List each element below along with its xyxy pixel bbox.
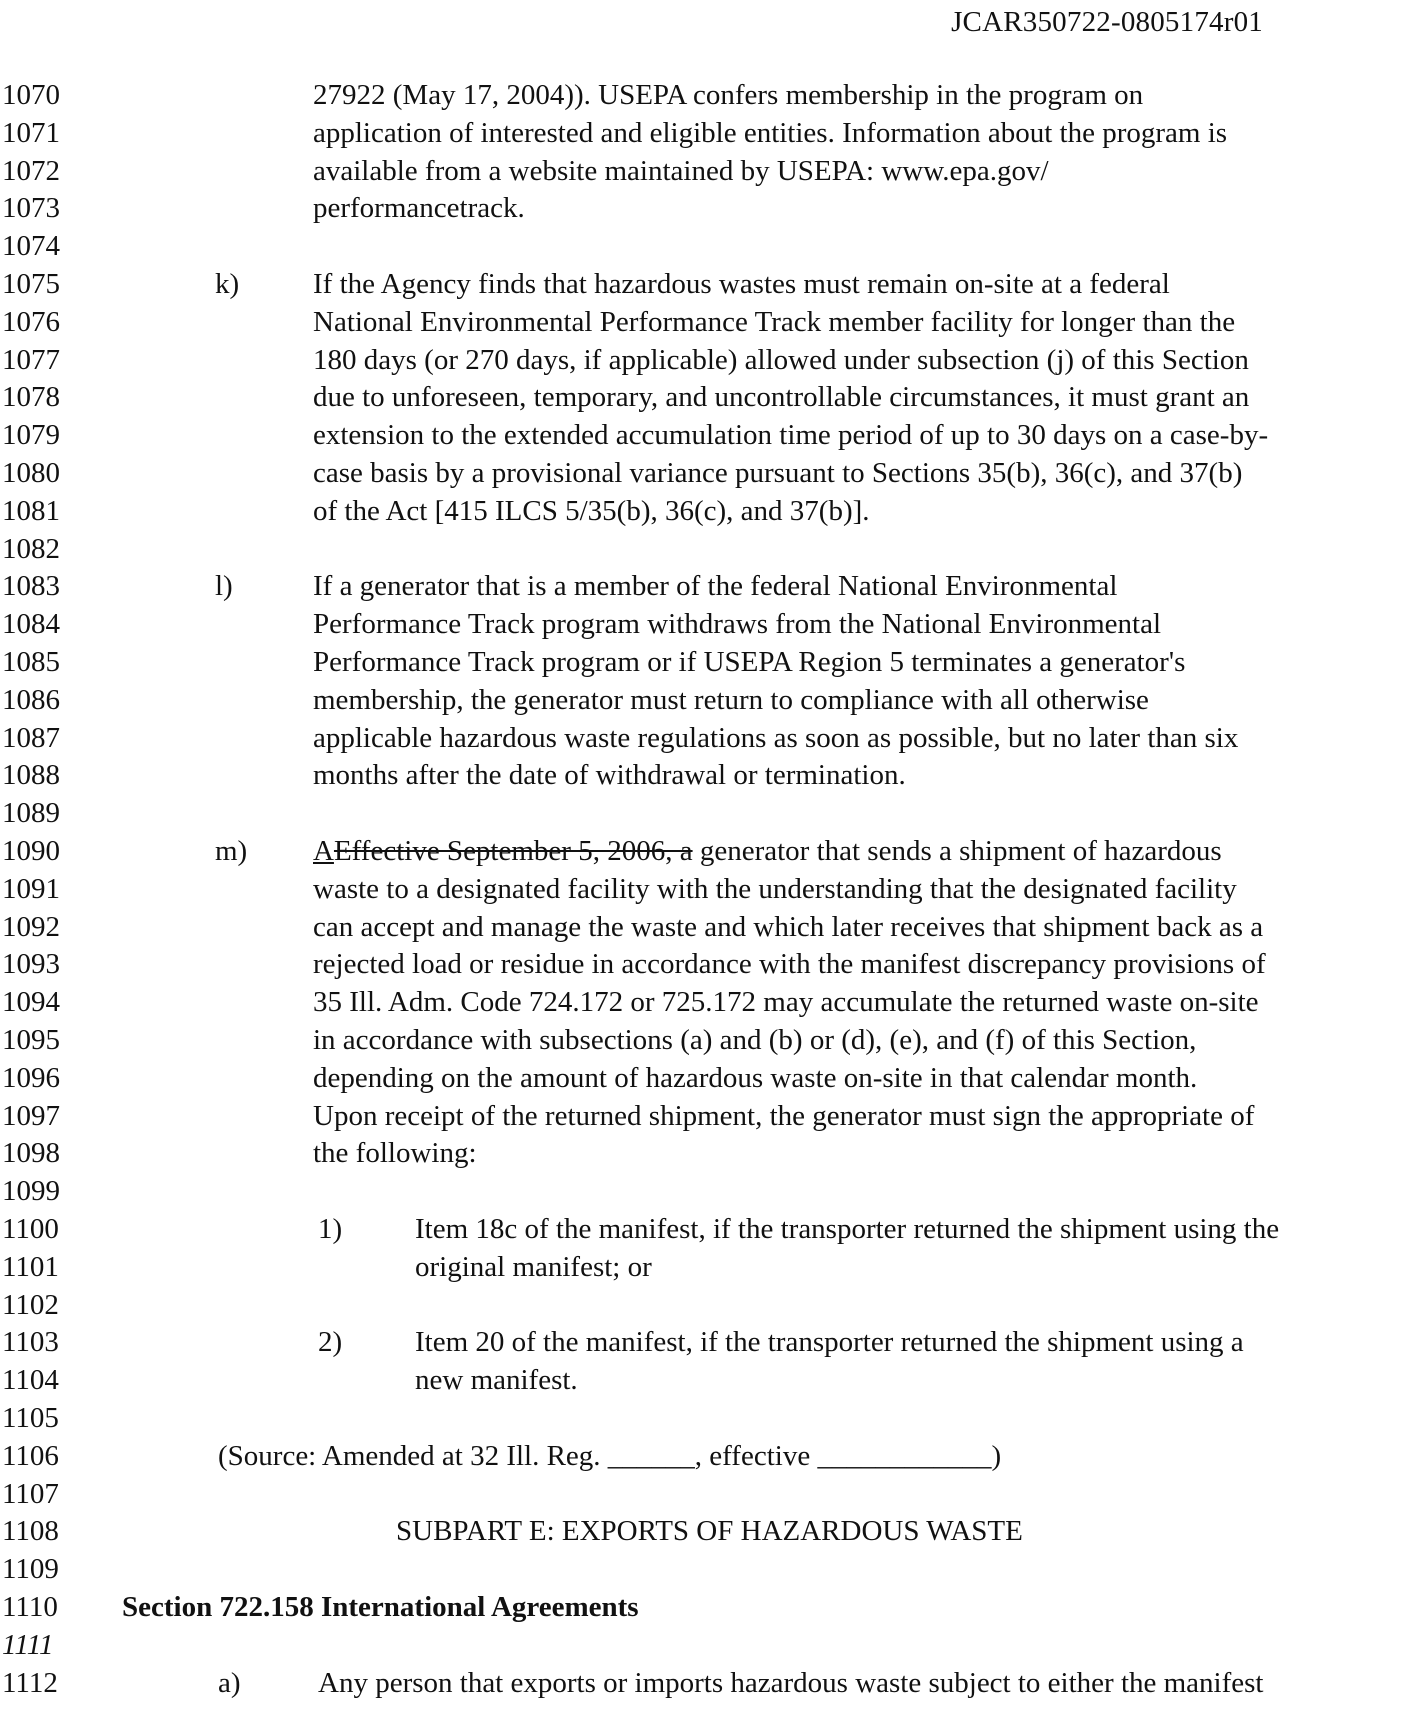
line-text: 35 Ill. Adm. Code 724.172 or 725.172 may accumulate the returned waste on-site bbox=[313, 986, 1259, 1019]
line-number: 1103 bbox=[2, 1326, 59, 1359]
line-text: in accordance with subsections (a) and (b) or (d), (e), and (f) of this Section, bbox=[313, 1024, 1197, 1056]
line-number: 1099 bbox=[2, 1175, 60, 1208]
section-heading: Section 722.158 International Agreements bbox=[122, 1591, 639, 1623]
line-text bbox=[313, 832, 1222, 870]
subsection-label: 1) bbox=[318, 1213, 343, 1245]
line-number: 1089 bbox=[2, 797, 60, 830]
line-number: 1085 bbox=[2, 646, 60, 678]
line-number: 1078 bbox=[2, 381, 60, 414]
line-text: applicable hazardous waste regulations as soon as possible, but no later than six bbox=[313, 721, 1239, 754]
line-text: If a generator that is a member of the federal National Environmental bbox=[313, 570, 1118, 603]
line-number: 1094 bbox=[2, 986, 60, 1019]
line-number: 1112 bbox=[2, 1666, 58, 1699]
line-number: 1081 bbox=[2, 494, 60, 527]
line-text: If the Agency finds that hazardous wastes must remain on-site at a federal bbox=[313, 268, 1170, 300]
line-number: 1093 bbox=[2, 948, 60, 981]
line-number: 1083 bbox=[2, 570, 60, 603]
line-text: available from a website maintained by USEPA: www.epa.gov/ bbox=[313, 154, 1049, 187]
line-text: Upon receipt of the returned shipment, the generator must sign the appropriate of bbox=[313, 1099, 1255, 1132]
line-number: 1107 bbox=[2, 1477, 59, 1510]
line-text: National Environmental Performance Track member facility for longer than the bbox=[313, 305, 1236, 338]
line-number: 1071 bbox=[2, 116, 60, 149]
line-number: 1095 bbox=[2, 1024, 60, 1056]
line-text: Performance Track program or if USEPA Region 5 terminates a generator's bbox=[313, 646, 1186, 678]
line-text: original manifest; or bbox=[415, 1250, 652, 1283]
line-number: 1070 bbox=[2, 79, 60, 111]
line-text: of the Act [415 ILCS 5/35(b), 36(c), and 37(b)]. bbox=[313, 494, 870, 527]
line-text: the following: bbox=[313, 1137, 477, 1170]
line-number: 1110 bbox=[2, 1591, 58, 1623]
line-number: 1091 bbox=[2, 872, 60, 905]
line-number: 1072 bbox=[2, 154, 60, 187]
line-number: 1077 bbox=[2, 343, 60, 376]
line-text: Item 20 of the manifest, if the transporter returned the shipment using a bbox=[415, 1326, 1244, 1359]
document-id-header: JCAR350722-0805174r01 bbox=[951, 6, 1263, 38]
line-number: 1096 bbox=[2, 1061, 60, 1094]
line-number: 1101 bbox=[2, 1250, 59, 1283]
line-text: application of interested and eligible entities. Information about the program is bbox=[313, 116, 1228, 149]
inserted-text: A bbox=[313, 835, 334, 867]
line-number: 1090 bbox=[2, 835, 60, 867]
line-text: membership, the generator must return to compliance with all otherwise bbox=[313, 683, 1149, 716]
line-number: 1098 bbox=[2, 1137, 60, 1170]
subsection-label: k) bbox=[215, 268, 240, 300]
line-number: 1088 bbox=[2, 759, 60, 792]
line-text: Performance Track program withdraws from the National Environmental bbox=[313, 608, 1162, 641]
line-number: 1108 bbox=[2, 1515, 59, 1548]
subsection-label: a) bbox=[218, 1666, 241, 1699]
line-text: months after the date of withdrawal or termination. bbox=[313, 759, 906, 792]
line-number: 1100 bbox=[2, 1213, 59, 1245]
line-number: 1080 bbox=[2, 457, 60, 489]
line-number: 1079 bbox=[2, 419, 60, 452]
line-text: 180 days (or 270 days, if applicable) allowed under subsection (j) of this Section bbox=[313, 343, 1249, 376]
line-number: 1076 bbox=[2, 305, 60, 338]
line-number: 1102 bbox=[2, 1288, 59, 1321]
line-text: 27922 (May 17, 2004)). USEPA confers membership in the program on bbox=[313, 79, 1144, 111]
line-number: 1086 bbox=[2, 683, 60, 716]
line-text: due to unforeseen, temporary, and uncontrollable circumstances, it must grant an bbox=[313, 381, 1250, 414]
line-number: 1105 bbox=[2, 1402, 59, 1434]
line-text: new manifest. bbox=[415, 1364, 578, 1397]
subsection-label: 2) bbox=[318, 1326, 343, 1359]
line-number: 1092 bbox=[2, 910, 60, 943]
line-text: depending on the amount of hazardous waste on-site in that calendar month. bbox=[313, 1061, 1198, 1094]
subsection-label: m) bbox=[215, 835, 248, 867]
line-number: 1074 bbox=[2, 230, 60, 263]
line-number: 1106 bbox=[2, 1439, 59, 1472]
line-number: 1082 bbox=[2, 532, 60, 565]
line-text: SUBPART E: EXPORTS OF HAZARDOUS WASTE bbox=[396, 1515, 1023, 1548]
deleted-text: Effective September 5, 2006, a bbox=[333, 835, 693, 867]
line-text: case basis by a provisional variance pursuant to Sections 35(b), 36(c), and 37(b) bbox=[313, 457, 1243, 489]
line-number: 1075 bbox=[2, 268, 60, 300]
line-text-rest: generator that sends a shipment of hazardous bbox=[692, 835, 1222, 867]
line-number: 1084 bbox=[2, 608, 60, 641]
line-text: can accept and manage the waste and which later receives that shipment back as a bbox=[313, 910, 1264, 943]
line-text: (Source: Amended at 32 Ill. Reg. ______, effective ____________) bbox=[218, 1439, 1002, 1472]
line-text: Item 18c of the manifest, if the transporter returned the shipment using the bbox=[415, 1213, 1280, 1245]
line-text: extension to the extended accumulation time period of up to 30 days on a case-by- bbox=[313, 419, 1269, 452]
line-number: 1111 bbox=[2, 1628, 54, 1661]
line-number: 1104 bbox=[2, 1364, 59, 1397]
subsection-label: l) bbox=[215, 570, 233, 603]
line-text: performancetrack. bbox=[313, 192, 525, 225]
line-text: rejected load or residue in accordance with the manifest discrepancy provisions of bbox=[313, 948, 1266, 981]
line-text: Any person that exports or imports hazardous waste subject to either the manifest bbox=[318, 1666, 1264, 1699]
line-number: 1087 bbox=[2, 721, 60, 754]
line-text: waste to a designated facility with the understanding that the designated facility bbox=[313, 872, 1237, 905]
line-number: 1073 bbox=[2, 192, 60, 225]
line-number: 1097 bbox=[2, 1099, 60, 1132]
line-number: 1109 bbox=[2, 1553, 59, 1586]
